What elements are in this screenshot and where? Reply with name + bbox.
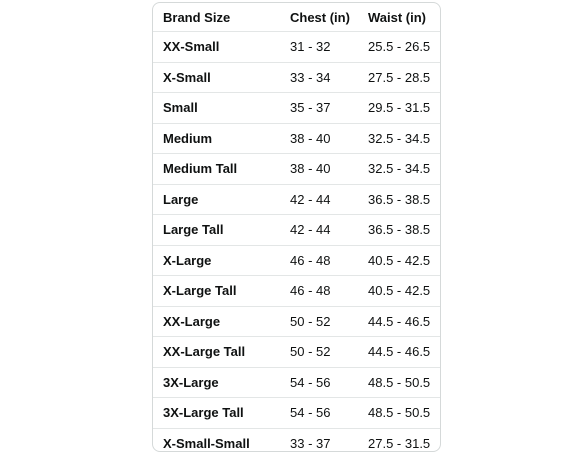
chest-cell: 50 - 52 [280,337,358,368]
size-cell: Medium [153,123,280,154]
waist-cell: 36.5 - 38.5 [358,184,440,215]
waist-cell: 48.5 - 50.5 [358,367,440,398]
chest-cell: 54 - 56 [280,398,358,429]
waist-cell: 27.5 - 31.5 [358,428,440,452]
size-cell: XX-Small [153,32,280,63]
table-body [153,32,440,452]
chest-cell: 42 - 44 [280,184,358,215]
table-header-row [153,3,440,32]
header-waist: Waist (in) [358,3,440,32]
size-cell: X-Large Tall [153,276,280,307]
waist-cell: 40.5 - 42.5 [358,245,440,276]
chest-cell: 46 - 48 [280,276,358,307]
table-row [153,123,440,154]
size-cell: 3X-Large Tall [153,398,280,429]
table-row [153,398,440,429]
size-table [153,3,440,452]
chest-cell: 38 - 40 [280,154,358,185]
table-row [153,62,440,93]
waist-cell: 44.5 - 46.5 [358,306,440,337]
header-chest: Chest (in) [280,3,358,32]
size-cell: Large Tall [153,215,280,246]
size-cell: Medium Tall [153,154,280,185]
waist-cell: 32.5 - 34.5 [358,123,440,154]
table-row [153,154,440,185]
size-chart-table [152,2,441,452]
waist-cell: 27.5 - 28.5 [358,62,440,93]
table-row [153,367,440,398]
chest-cell: 50 - 52 [280,306,358,337]
header-brand-size: Brand Size [153,3,280,32]
table-row [153,32,440,63]
size-cell: XX-Large Tall [153,337,280,368]
size-cell: Large [153,184,280,215]
size-cell: Small [153,93,280,124]
waist-cell: 36.5 - 38.5 [358,215,440,246]
table-row [153,93,440,124]
size-cell: X-Small [153,62,280,93]
chest-cell: 35 - 37 [280,93,358,124]
table-row [153,337,440,368]
waist-cell: 32.5 - 34.5 [358,154,440,185]
chest-cell: 54 - 56 [280,367,358,398]
table-row [153,184,440,215]
table-row [153,215,440,246]
table-row [153,306,440,337]
waist-cell: 40.5 - 42.5 [358,276,440,307]
chest-cell: 33 - 37 [280,428,358,452]
chest-cell: 38 - 40 [280,123,358,154]
waist-cell: 44.5 - 46.5 [358,337,440,368]
chest-cell: 42 - 44 [280,215,358,246]
table-row [153,245,440,276]
chest-cell: 33 - 34 [280,62,358,93]
size-cell: XX-Large [153,306,280,337]
waist-cell: 29.5 - 31.5 [358,93,440,124]
size-cell: 3X-Large [153,367,280,398]
size-cell: X-Large [153,245,280,276]
chest-cell: 31 - 32 [280,32,358,63]
size-cell: X-Small-Small [153,428,280,452]
waist-cell: 48.5 - 50.5 [358,398,440,429]
chest-cell: 46 - 48 [280,245,358,276]
table-row [153,428,440,452]
table-row [153,276,440,307]
waist-cell: 25.5 - 26.5 [358,32,440,63]
